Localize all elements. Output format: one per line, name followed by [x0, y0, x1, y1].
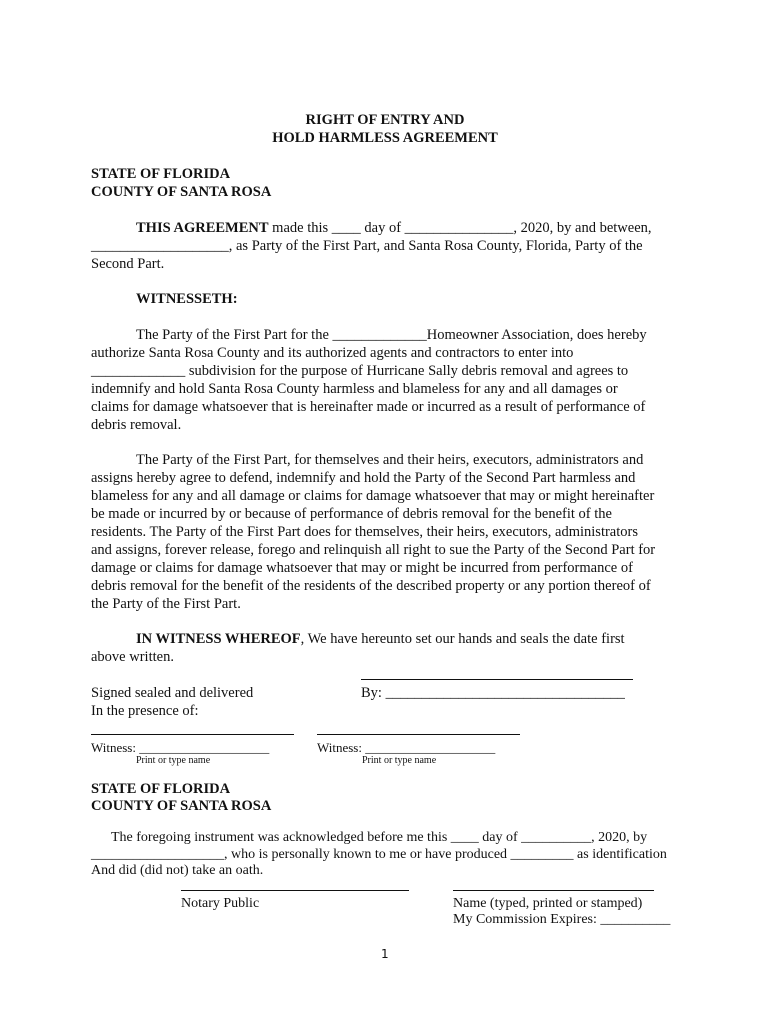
by-signature-field: By: _________________________________: [361, 685, 625, 701]
acknowledgment-line1: The foregoing instrument was acknowledged before me this ____ day of __________, 2020, by: [111, 830, 648, 845]
paragraph1-line: indemnify and hold Santa Rosa County harmless and blameless for any and all damages or: [91, 381, 618, 397]
witness-whereof-line1: [136, 630, 726, 648]
witness2-field: Witness: ____________________: [317, 740, 496, 755]
paragraph2-line: blameless for any and all damage or claims for damage whatsoever that may or might hereinafter: [91, 488, 655, 504]
paragraph2-line: residents. The Party of the First Part does for themselves, their heirs, executors, administrators: [91, 524, 638, 540]
page-number: 1: [381, 947, 389, 961]
agreement-line2: ___________________, as Party of the First Part, and Santa Rosa County, Florida, Party of the: [91, 238, 643, 254]
acknowledgment-line2: ___________________, who is personally known to me or have produced _________ as identification: [91, 847, 667, 862]
notary-state-heading: STATE OF FLORIDA: [91, 781, 231, 797]
notary-name-line: [453, 890, 654, 891]
witness1-print-caption: Print or type name: [136, 755, 211, 766]
paragraph2-line: assigns hereby agree to defend, indemnify and hold the Party of the Second Part harmless and: [91, 470, 636, 486]
document-title-line1: RIGHT OF ENTRY AND: [305, 112, 465, 128]
state-heading: STATE OF FLORIDA: [91, 166, 231, 182]
agreement-line3: Second Part.: [91, 256, 165, 272]
agreement-lead: THIS AGREEMENT: [136, 220, 269, 236]
witness-whereof-rest: , We have hereunto set our hands and seals the date first: [300, 631, 625, 647]
paragraph1-line: The Party of the First Part for the _____________Homeowner Association, does hereby: [136, 327, 647, 343]
presence-label: In the presence of:: [91, 703, 199, 719]
notary-county-heading: COUNTY OF SANTA ROSA: [91, 798, 272, 814]
paragraph1-line: claims for damage whatsoever that is hereinafter made or incurred as a result of performance of: [91, 399, 646, 415]
paragraph2-line: damage or claims for damage whatsoever that may or might be incurred from performance of: [91, 560, 633, 576]
signed-sealed-label: Signed sealed and delivered: [91, 685, 254, 701]
notary-public-label: Notary Public: [181, 896, 260, 911]
witnesseth-heading: WITNESSETH:: [136, 291, 238, 307]
paragraph2-line: The Party of the First Part, for themselves and their heirs, executors, administrators and: [136, 452, 644, 468]
agreement-line1-rest: made this ____ day of _______________, 2020, by and between,: [268, 220, 652, 236]
county-heading: COUNTY OF SANTA ROSA: [91, 184, 272, 200]
notary-signature-line: [181, 890, 409, 891]
paragraph2-line: be made or incurred by or because of performance of debris removal for the benefit of the: [91, 506, 612, 522]
paragraph1-line: authorize Santa Rosa County and its authorized agents and contractors to enter into: [91, 345, 574, 361]
agreement-line1: [136, 219, 726, 237]
paragraph2-line: and assigns, forever release, forego and relinquish all right to sue the Party of the Second Part for: [91, 542, 656, 558]
witness1-field: Witness: ____________________: [91, 740, 270, 755]
witness-whereof-lead: IN WITNESS WHEREOF: [136, 631, 301, 647]
paragraph1-line: debris removal.: [91, 417, 182, 433]
witness-whereof-line2: above written.: [91, 649, 174, 665]
paragraph1-line: _____________ subdivision for the purpose of Hurricane Sally debris removal and agrees to: [91, 363, 629, 379]
acknowledgment-line3: And did (did not) take an oath.: [91, 863, 264, 878]
party-signature-line: [361, 679, 633, 680]
notary-name-label: Name (typed, printed or stamped): [453, 896, 643, 911]
witness2-signature-line: [317, 734, 520, 735]
paragraph2-line: the Party of the First Part.: [91, 596, 241, 612]
document-title-line2: HOLD HARMLESS AGREEMENT: [272, 130, 498, 146]
witness2-print-caption: Print or type name: [362, 755, 437, 766]
witness1-signature-line: [91, 734, 294, 735]
paragraph2-line: debris removal for the benefit of the residents of the described property or any portion thereof of: [91, 578, 651, 594]
commission-expires-field: My Commission Expires: __________: [453, 912, 671, 927]
